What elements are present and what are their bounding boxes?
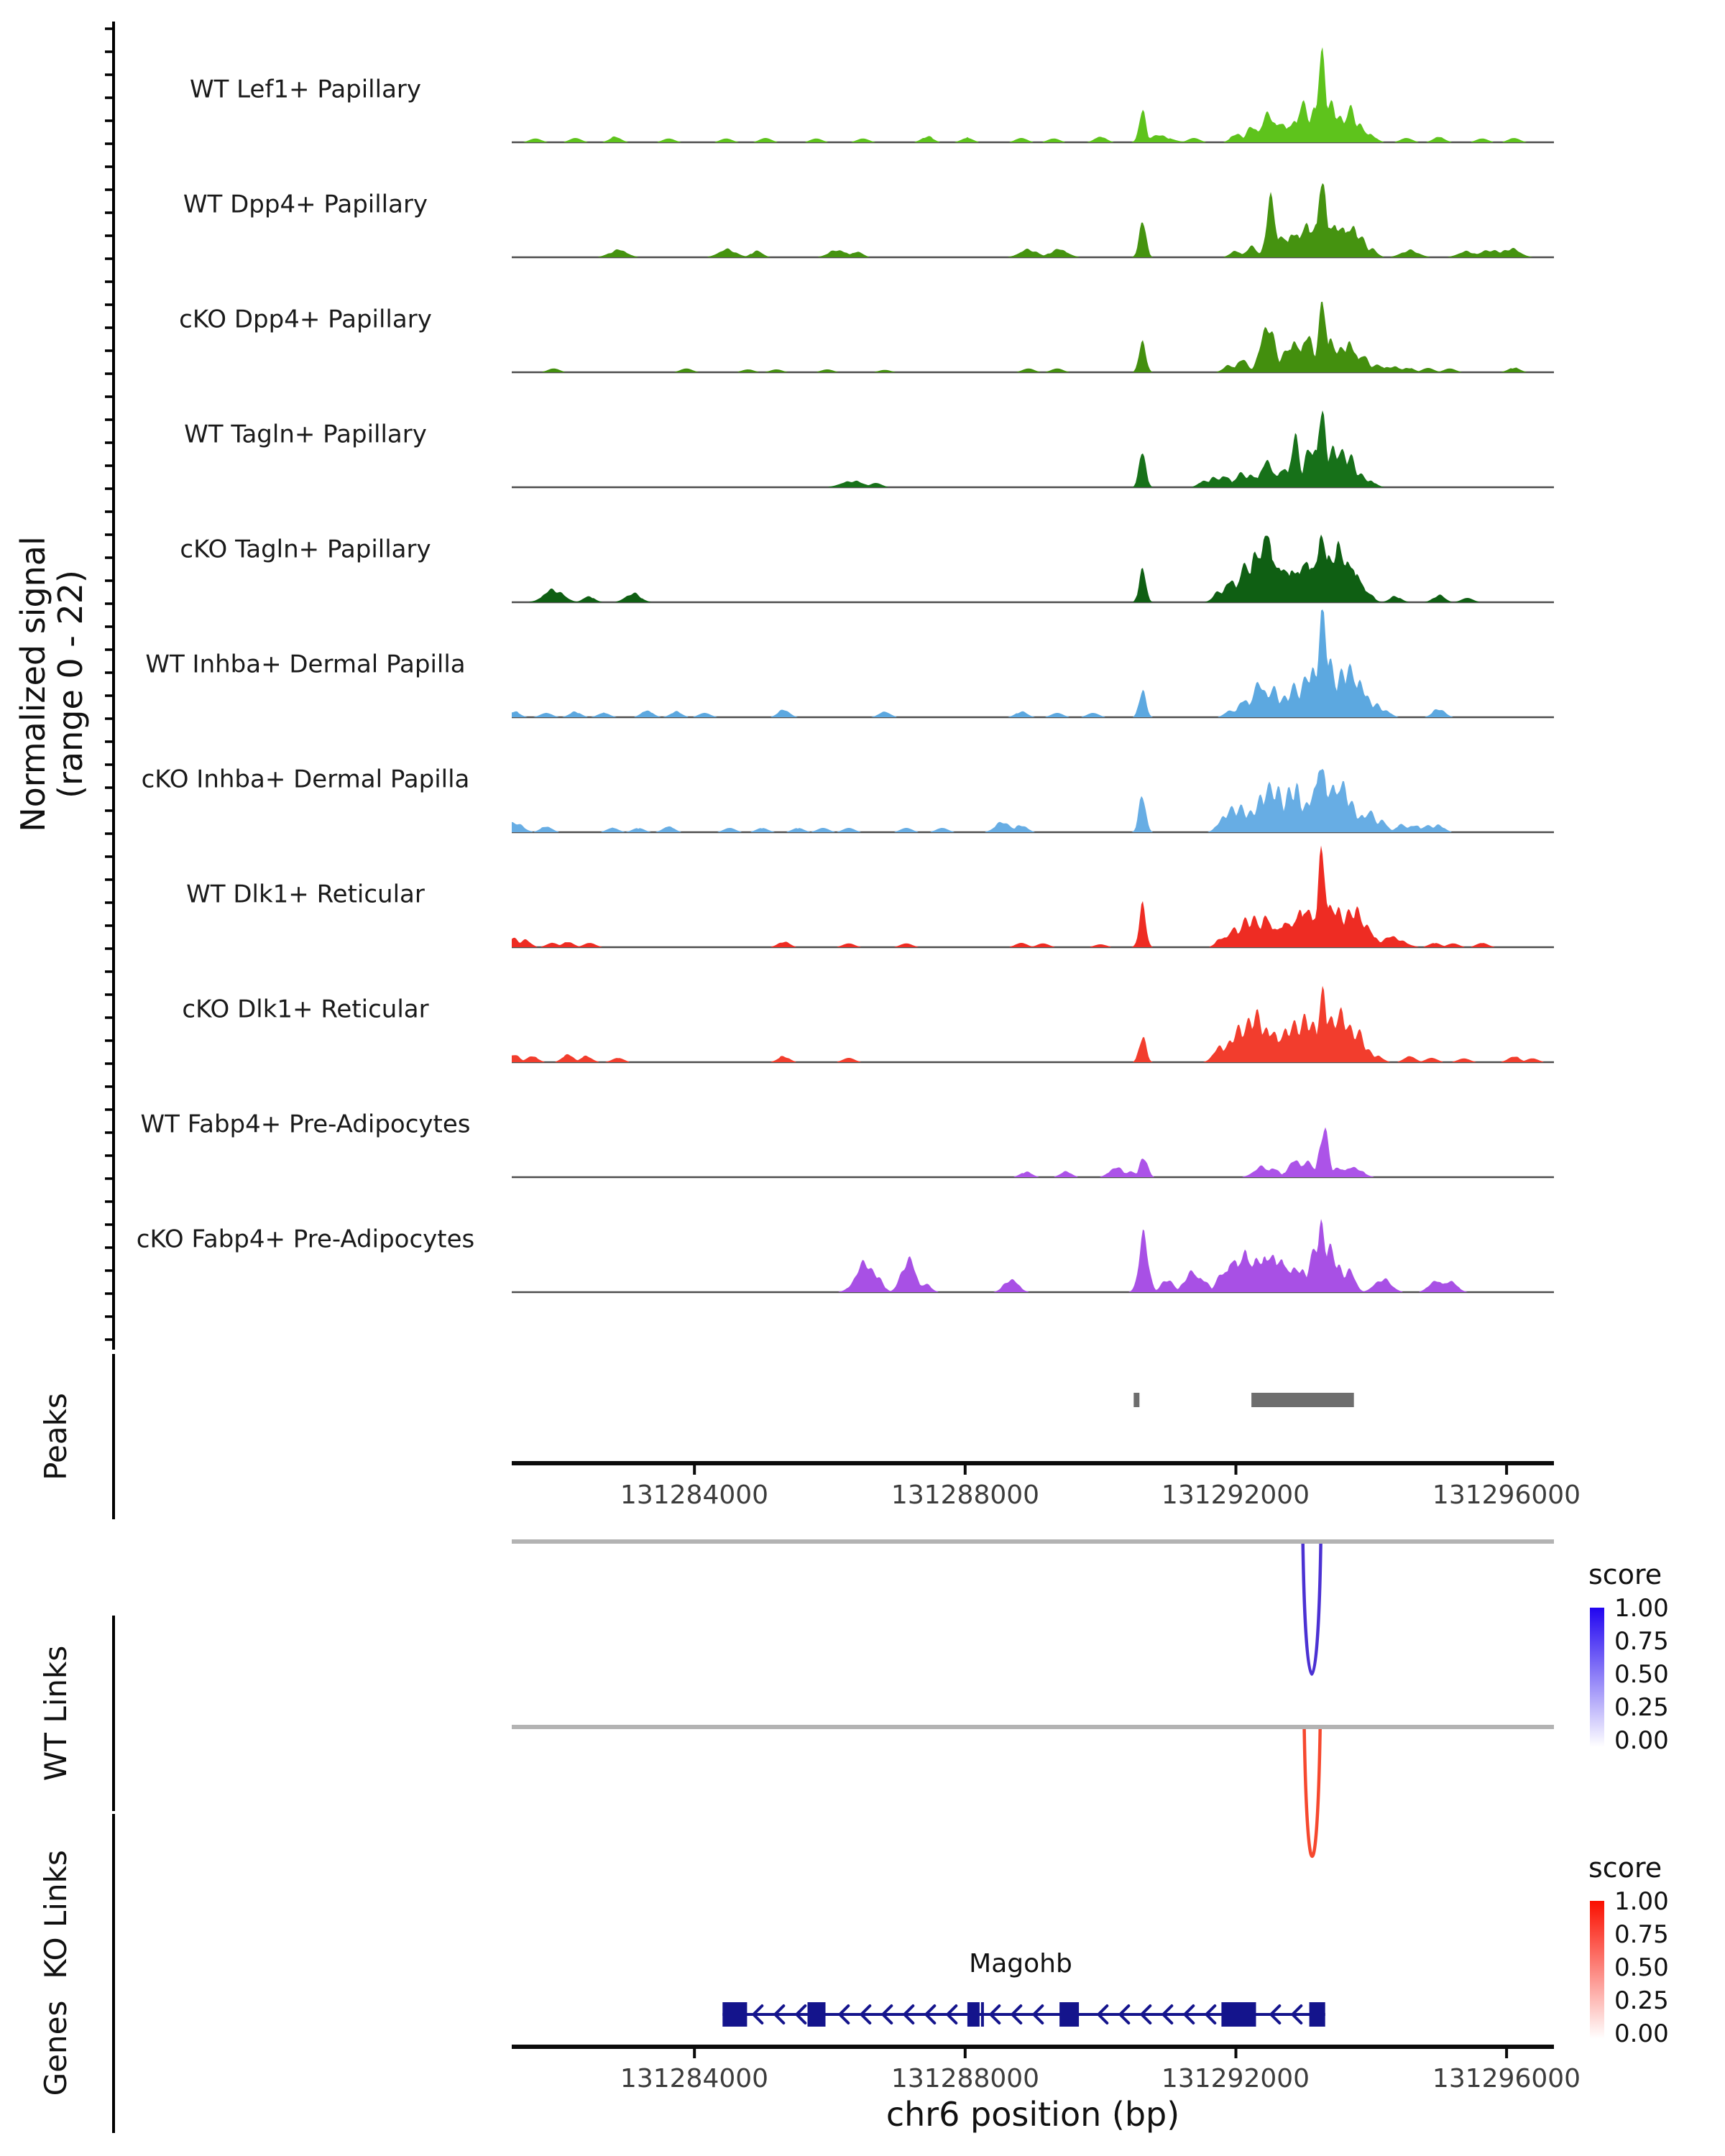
signal-track (186, 846, 1554, 948)
ko-links-section-header (38, 1814, 114, 2015)
score-legend-tick-label: 0.00 (1614, 1726, 1669, 1755)
score-legend-tick-label: 0.25 (1614, 1986, 1669, 2015)
axis2-tick-label: 131296000 (1432, 2064, 1581, 2093)
signal-area (512, 1219, 1554, 1292)
score-legend-bar (1590, 1608, 1604, 1747)
gene-name-label: Magohb (969, 1949, 1072, 1978)
track-label: WT Inhba+ Dermal Papilla (145, 650, 466, 679)
track-label: WT Tagln+ Papillary (184, 420, 427, 449)
signal-area (512, 769, 1554, 832)
signal-y-axis (14, 22, 114, 1350)
signal-track (190, 47, 1554, 142)
axis1-tick-label: 131292000 (1161, 1480, 1310, 1510)
gene-exon (1221, 2002, 1256, 2027)
track-label: cKO Tagln+ Papillary (180, 535, 431, 564)
genes-section-header (38, 1963, 114, 2133)
gene-model (722, 2002, 1325, 2027)
signal-track (180, 535, 1554, 602)
signal-track (179, 302, 1554, 372)
genome-axis-1 (512, 1463, 1581, 1510)
gene-exon (967, 2002, 980, 2027)
score-legend-tick-label: 1.00 (1614, 1594, 1669, 1623)
peak-interval (1133, 1393, 1139, 1407)
track-label: cKO Dlk1+ Reticular (182, 995, 429, 1024)
peaks-section-header (38, 1354, 114, 1519)
signal-area (512, 410, 1554, 487)
track-label: WT Lef1+ Papillary (189, 75, 422, 104)
signal-area (512, 846, 1554, 948)
links-tracks (512, 1542, 1669, 2048)
axis2-tick-label: 131284000 (620, 2064, 769, 2093)
signal-track (183, 183, 1554, 257)
track-label: cKO Dpp4+ Papillary (179, 305, 432, 334)
signal-track (182, 986, 1554, 1062)
gene-exon (808, 2002, 826, 2027)
axis1-tick-label: 131284000 (620, 1480, 769, 1510)
score-legend-tick-label: 0.75 (1614, 1920, 1669, 1949)
track-label: WT Dpp4+ Papillary (183, 190, 428, 219)
axis2-tick-label: 131292000 (1161, 2064, 1310, 2093)
y-axis-label-line1: Normalized signal (14, 536, 52, 832)
score-legend-tick-label: 0.25 (1614, 1693, 1669, 1722)
signal-track (137, 1219, 1554, 1292)
peaks-track (1133, 1393, 1353, 1407)
signal-track (184, 410, 1554, 487)
signal-track (142, 765, 1554, 833)
signal-area (512, 986, 1554, 1062)
gene-exon (981, 2002, 984, 2027)
signal-area (512, 1128, 1554, 1177)
x-axis-title: chr6 position (bp) (886, 2095, 1180, 2134)
signal-area (512, 609, 1554, 717)
genes-label: Genes (38, 2000, 73, 2096)
link-arc (1305, 1729, 1320, 1856)
ko-links-panel (512, 1727, 1669, 2048)
axis1-tick-label: 131288000 (891, 1480, 1040, 1510)
score-legend (1588, 1852, 1669, 2048)
peaks-label: Peaks (38, 1393, 73, 1480)
signal-tracks (137, 47, 1554, 1292)
track-label: cKO Inhba+ Dermal Papilla (141, 765, 470, 794)
y-axis-label-line2: (range 0 - 22) (51, 570, 90, 798)
score-legend-title: score (1588, 1559, 1662, 1590)
score-legend-tick-label: 1.00 (1614, 1887, 1669, 1916)
wt-links-panel (512, 1542, 1669, 1755)
score-legend-tick-label: 0.00 (1614, 2019, 1669, 2048)
score-legend-title: score (1588, 1852, 1662, 1884)
wt-links-section-header (38, 1616, 114, 1811)
score-legend-tick-label: 0.75 (1614, 1627, 1669, 1656)
gene-exon (722, 2002, 747, 2027)
signal-area (512, 47, 1554, 142)
signal-track (145, 609, 1554, 717)
track-label: WT Dlk1+ Reticular (186, 880, 425, 909)
link-arc (1303, 1544, 1321, 1674)
score-legend-tick-label: 0.50 (1614, 1660, 1669, 1689)
track-label: WT Fabp4+ Pre-Adipocytes (140, 1110, 471, 1139)
score-legend-tick-label: 0.50 (1614, 1953, 1669, 1982)
wt-links-label: WT Links (38, 1645, 73, 1782)
signal-area (512, 302, 1554, 372)
signal-area (512, 183, 1554, 257)
genome-axis-2 (512, 2047, 1581, 2134)
axis1-tick-label: 131296000 (1432, 1480, 1581, 1510)
gene-exon (1310, 2002, 1325, 2027)
axis2-tick-label: 131288000 (891, 2064, 1040, 2093)
peak-interval (1251, 1393, 1354, 1407)
signal-track (141, 1110, 1554, 1178)
score-legend (1588, 1559, 1669, 1755)
track-label: cKO Fabp4+ Pre-Adipocytes (136, 1225, 475, 1254)
gene-exon (1059, 2002, 1079, 2027)
signal-area (512, 535, 1554, 602)
ko-links-label: KO Links (38, 1850, 73, 1979)
score-legend-bar (1590, 1901, 1604, 2039)
